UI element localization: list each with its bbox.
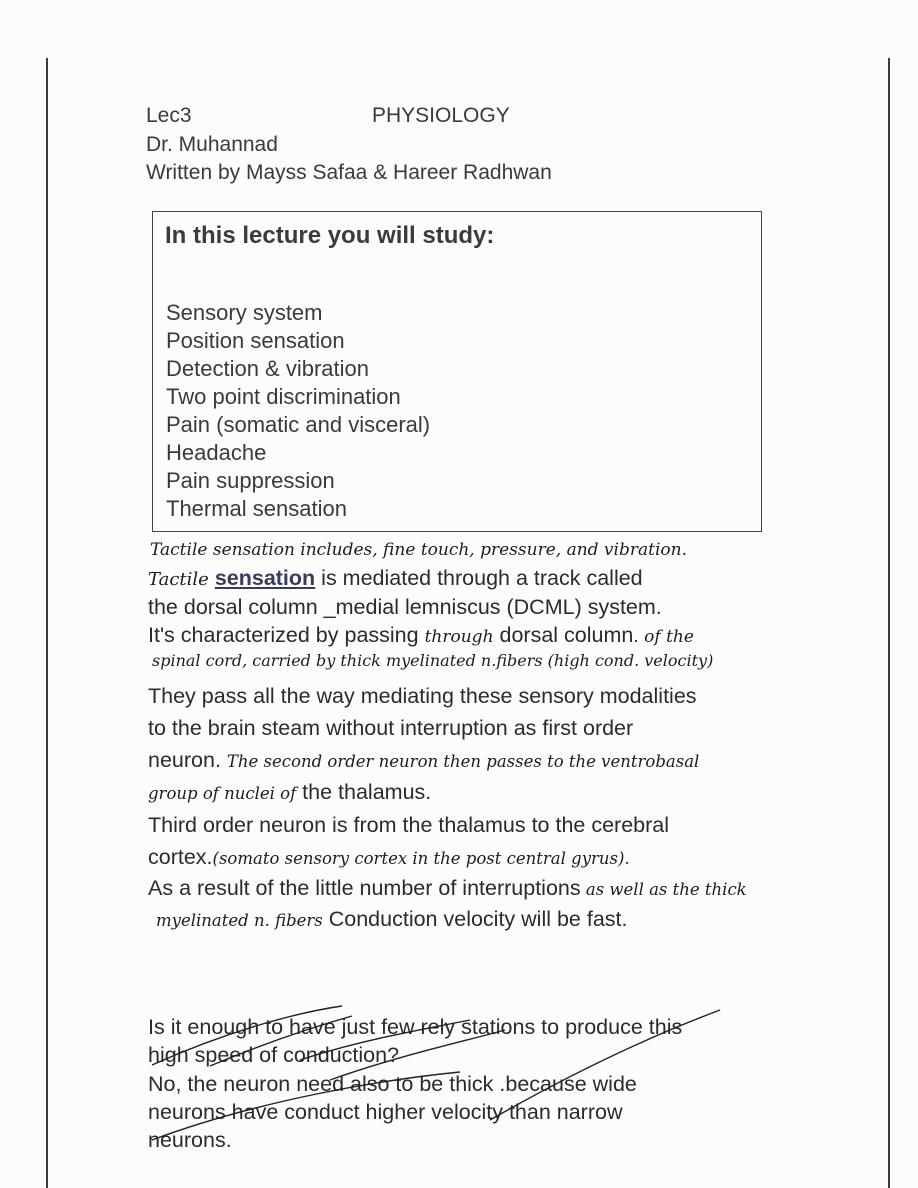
topic-item: Two point discrimination: [166, 384, 401, 409]
topic-item: Pain suppression: [166, 468, 335, 493]
subject-title: PHYSIOLOGY: [372, 104, 510, 127]
question-line-2: high speed of conduction?: [148, 1043, 400, 1067]
topic-item: Pain (somatic and visceral): [166, 412, 431, 437]
study-box: [152, 211, 762, 532]
doctor-name: Dr. Muhannad: [146, 133, 278, 156]
body-text: Conduction velocity will be fast.: [322, 907, 628, 931]
body-text: neuron.: [148, 748, 221, 772]
handwritten-word: . of the: [633, 627, 694, 647]
body-line-9: Third order neuron is from the thalamus to the cerebral: [148, 813, 670, 837]
handwritten-word: through: [424, 627, 494, 647]
body-line-2: the dorsal column _medial lemniscus (DCML) system.: [148, 595, 662, 619]
question-line-4: neurons have conduct higher velocity than narrow: [148, 1100, 623, 1124]
question-line-3: No, the neuron need also to be thick .because wide: [148, 1072, 637, 1096]
handwritten-text: group of nuclei of: [148, 784, 297, 803]
topic-item: Detection & vibration: [166, 356, 369, 381]
body-text: As a result of the little number of interruptions: [148, 876, 581, 900]
body-line-12: [156, 907, 628, 932]
body-line-5: They pass all the way mediating these sensory modalities: [148, 684, 697, 708]
handwritten-intro: Tactile sensation includes, fine touch, pressure, and vibration.: [150, 540, 687, 560]
body-text: It's characterized by passing: [148, 623, 419, 647]
handwritten-text: as well as the thick: [580, 880, 747, 899]
body-text: the thalamus.: [296, 780, 432, 804]
study-box-title: In this lecture you will study:: [165, 222, 495, 249]
body-text: cortex.: [148, 845, 213, 869]
topic-item: Headache: [166, 440, 267, 465]
topic-item: Sensory system: [166, 300, 323, 325]
question-line-1: Is it enough to have just few rely stations to produce this: [148, 1015, 683, 1039]
body-line-1: [148, 566, 643, 591]
handwritten-word: Tactile: [148, 569, 209, 590]
body-line-10: [148, 845, 630, 870]
body-text: is mediated through a track called: [315, 566, 643, 590]
body-line-6: to the brain steam without interruption as first order: [148, 716, 634, 740]
handwritten-text: (somato sensory cortex in the post central gyrus).: [212, 849, 630, 868]
authors-line: Written by Mayss Safaa & Hareer Radhwan: [146, 161, 552, 184]
question-line-5: neurons.: [148, 1128, 232, 1152]
handwritten-line: spinal cord, carried by thick myelinated n.fibers (high cond. velocity): [152, 651, 714, 670]
body-line-7: [148, 748, 699, 773]
right-scan-border: [888, 58, 890, 1188]
body-line-3: [148, 623, 694, 648]
handwritten-text: myelinated n. fibers: [156, 911, 323, 930]
emphasis-word: sensation: [214, 566, 316, 590]
left-scan-border: [46, 58, 48, 1188]
topic-item: Position sensation: [166, 328, 345, 353]
body-text: dorsal column: [499, 623, 634, 647]
lecture-number: Lec3: [146, 104, 192, 127]
handwritten-text: The second order neuron then passes to the ventrobasal: [226, 752, 700, 771]
body-line-8: [148, 780, 431, 805]
topic-item: Thermal sensation: [166, 496, 347, 521]
body-line-11: [148, 876, 747, 901]
